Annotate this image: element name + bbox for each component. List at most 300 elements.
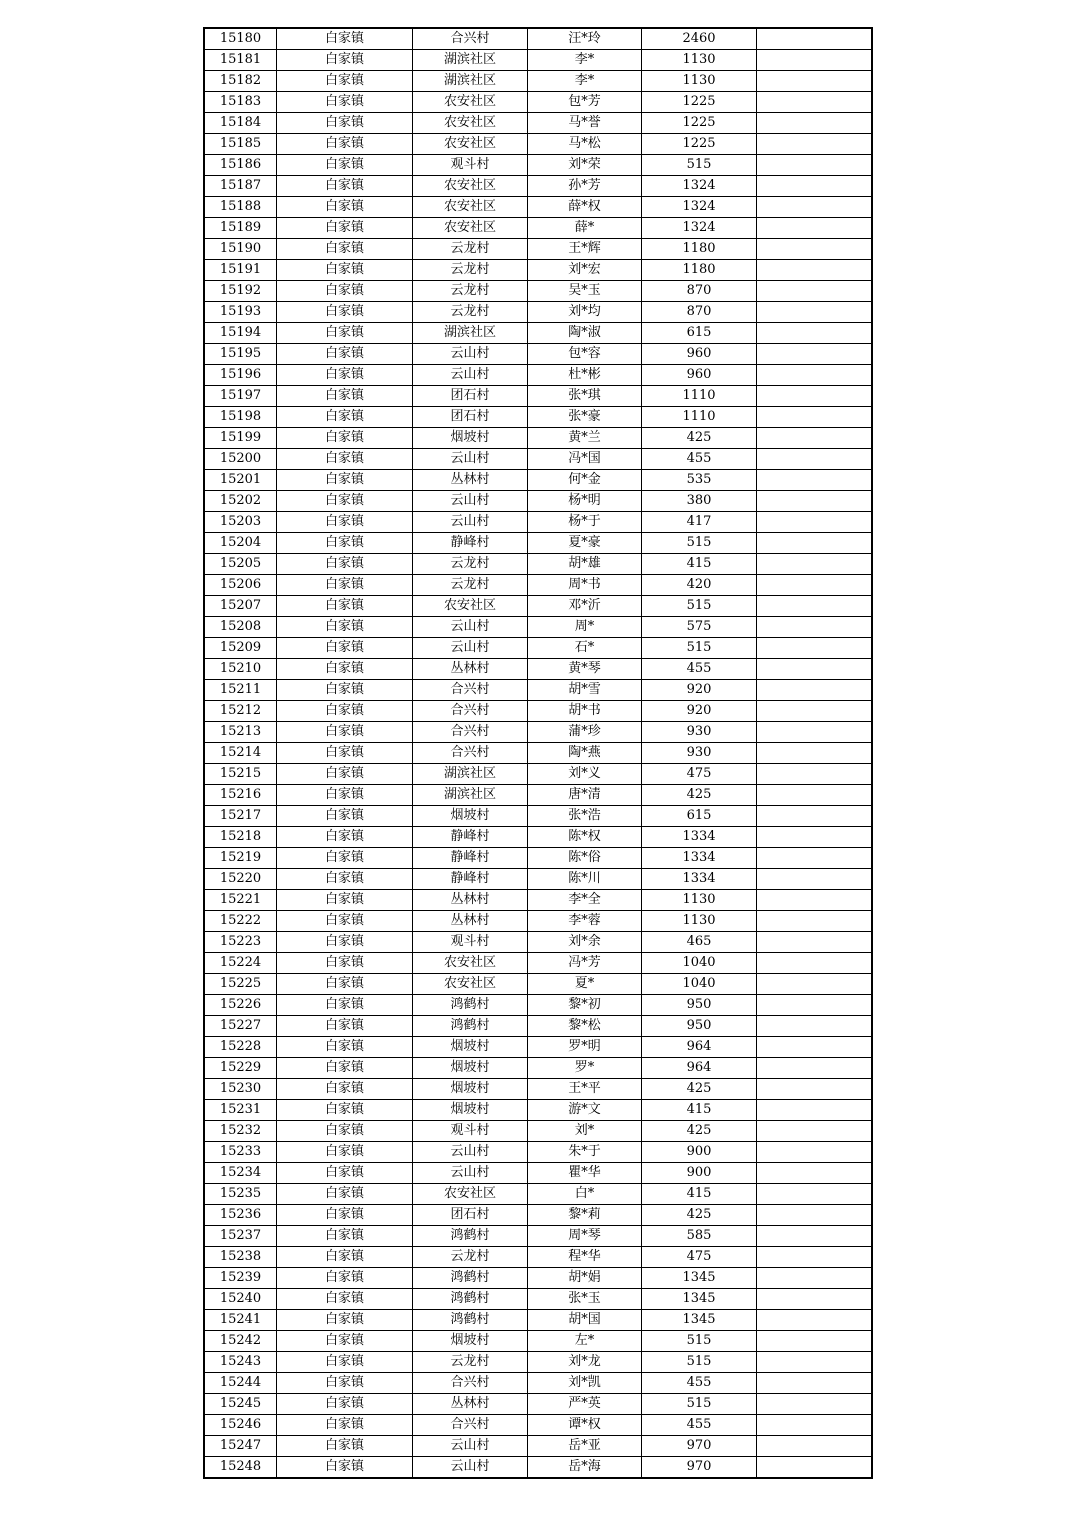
village-cell: 农安社区 (413, 197, 528, 218)
remark-cell (757, 113, 873, 134)
name-cell: 马*誉 (528, 113, 642, 134)
village-cell: 云山村 (413, 638, 528, 659)
remark-cell (757, 28, 873, 50)
remark-cell (757, 1310, 873, 1331)
name-cell: 岳*亚 (528, 1436, 642, 1457)
town-cell: 白家镇 (277, 638, 413, 659)
town-cell: 白家镇 (277, 533, 413, 554)
amount-cell: 515 (642, 1394, 757, 1415)
name-cell: 张*琪 (528, 386, 642, 407)
name-cell: 罗* (528, 1058, 642, 1079)
town-cell: 白家镇 (277, 890, 413, 911)
table-row (204, 1163, 872, 1184)
amount-cell: 1040 (642, 974, 757, 995)
remark-cell (757, 197, 873, 218)
amount-cell: 960 (642, 365, 757, 386)
row-number-cell: 15223 (204, 932, 277, 953)
town-cell: 白家镇 (277, 512, 413, 533)
row-number-cell: 15211 (204, 680, 277, 701)
table-row (204, 71, 872, 92)
remark-cell (757, 680, 873, 701)
village-cell: 农安社区 (413, 113, 528, 134)
row-number-cell: 15233 (204, 1142, 277, 1163)
amount-cell: 380 (642, 491, 757, 512)
remark-cell (757, 1373, 873, 1394)
remark-cell (757, 1415, 873, 1436)
row-number-cell: 15227 (204, 1016, 277, 1037)
town-cell: 白家镇 (277, 995, 413, 1016)
remark-cell (757, 92, 873, 113)
village-cell: 鸿鹤村 (413, 995, 528, 1016)
remark-cell (757, 1394, 873, 1415)
row-number-cell: 15234 (204, 1163, 277, 1184)
remark-cell (757, 1163, 873, 1184)
row-number-cell: 15224 (204, 953, 277, 974)
name-cell: 何*金 (528, 470, 642, 491)
remark-cell (757, 911, 873, 932)
name-cell: 黄*琴 (528, 659, 642, 680)
town-cell: 白家镇 (277, 92, 413, 113)
town-cell: 白家镇 (277, 281, 413, 302)
amount-cell: 950 (642, 995, 757, 1016)
row-number-cell: 15219 (204, 848, 277, 869)
remark-cell (757, 323, 873, 344)
town-cell: 白家镇 (277, 365, 413, 386)
village-cell: 静峰村 (413, 848, 528, 869)
amount-cell: 515 (642, 533, 757, 554)
town-cell: 白家镇 (277, 869, 413, 890)
remark-cell (757, 827, 873, 848)
amount-cell: 420 (642, 575, 757, 596)
table-row (204, 50, 872, 71)
village-cell: 云山村 (413, 449, 528, 470)
remark-cell (757, 785, 873, 806)
remark-cell (757, 701, 873, 722)
town-cell: 白家镇 (277, 260, 413, 281)
name-cell: 刘*宏 (528, 260, 642, 281)
village-cell: 云龙村 (413, 1247, 528, 1268)
village-cell: 云龙村 (413, 575, 528, 596)
name-cell: 杜*彬 (528, 365, 642, 386)
town-cell: 白家镇 (277, 1079, 413, 1100)
town-cell: 白家镇 (277, 722, 413, 743)
name-cell: 陈*俗 (528, 848, 642, 869)
amount-cell: 1324 (642, 197, 757, 218)
town-cell: 白家镇 (277, 1247, 413, 1268)
name-cell: 蒲*珍 (528, 722, 642, 743)
name-cell: 孙*芳 (528, 176, 642, 197)
remark-cell (757, 659, 873, 680)
amount-cell: 425 (642, 1205, 757, 1226)
name-cell: 刘*均 (528, 302, 642, 323)
village-cell: 丛林村 (413, 911, 528, 932)
name-cell: 张*浩 (528, 806, 642, 827)
name-cell: 邓*沂 (528, 596, 642, 617)
table-row (204, 638, 872, 659)
table-row (204, 617, 872, 638)
remark-cell (757, 764, 873, 785)
table-row (204, 890, 872, 911)
remark-cell (757, 218, 873, 239)
village-cell: 湖滨社区 (413, 323, 528, 344)
amount-cell: 515 (642, 638, 757, 659)
row-number-cell: 15232 (204, 1121, 277, 1142)
village-cell: 鸿鹤村 (413, 1016, 528, 1037)
town-cell: 白家镇 (277, 134, 413, 155)
amount-cell: 415 (642, 1100, 757, 1121)
table-row (204, 1100, 872, 1121)
amount-cell: 455 (642, 1415, 757, 1436)
row-number-cell: 15244 (204, 1373, 277, 1394)
town-cell: 白家镇 (277, 113, 413, 134)
remark-cell (757, 281, 873, 302)
table-row (204, 1331, 872, 1352)
remark-cell (757, 1331, 873, 1352)
amount-cell: 1180 (642, 239, 757, 260)
village-cell: 团石村 (413, 1205, 528, 1226)
village-cell: 云山村 (413, 1436, 528, 1457)
town-cell: 白家镇 (277, 1142, 413, 1163)
row-number-cell: 15206 (204, 575, 277, 596)
town-cell: 白家镇 (277, 911, 413, 932)
remark-cell (757, 302, 873, 323)
row-number-cell: 15246 (204, 1415, 277, 1436)
table-row (204, 239, 872, 260)
row-number-cell: 15218 (204, 827, 277, 848)
row-number-cell: 15238 (204, 1247, 277, 1268)
town-cell: 白家镇 (277, 1436, 413, 1457)
table-row (204, 1037, 872, 1058)
table-row (204, 806, 872, 827)
row-number-cell: 15228 (204, 1037, 277, 1058)
table-row (204, 470, 872, 491)
town-cell: 白家镇 (277, 176, 413, 197)
amount-cell: 455 (642, 449, 757, 470)
amount-cell: 515 (642, 596, 757, 617)
village-cell: 云龙村 (413, 239, 528, 260)
name-cell: 吴*玉 (528, 281, 642, 302)
table-row (204, 1016, 872, 1037)
town-cell: 白家镇 (277, 1163, 413, 1184)
amount-cell: 515 (642, 155, 757, 176)
name-cell: 胡*国 (528, 1310, 642, 1331)
remark-cell (757, 554, 873, 575)
row-number-cell: 15195 (204, 344, 277, 365)
name-cell: 薛* (528, 218, 642, 239)
amount-cell: 415 (642, 1184, 757, 1205)
amount-cell: 415 (642, 554, 757, 575)
name-cell: 谭*权 (528, 1415, 642, 1436)
row-number-cell: 15216 (204, 785, 277, 806)
name-cell: 胡*娟 (528, 1268, 642, 1289)
remark-cell (757, 155, 873, 176)
town-cell: 白家镇 (277, 1016, 413, 1037)
name-cell: 黄*兰 (528, 428, 642, 449)
table-row (204, 281, 872, 302)
village-cell: 湖滨社区 (413, 50, 528, 71)
table-row (204, 1121, 872, 1142)
table-row (204, 1352, 872, 1373)
town-cell: 白家镇 (277, 71, 413, 92)
village-cell: 农安社区 (413, 176, 528, 197)
town-cell: 白家镇 (277, 386, 413, 407)
table-row (204, 1415, 872, 1436)
town-cell: 白家镇 (277, 428, 413, 449)
remark-cell (757, 407, 873, 428)
table-row (204, 1310, 872, 1331)
village-cell: 合兴村 (413, 722, 528, 743)
remark-cell (757, 1247, 873, 1268)
town-cell: 白家镇 (277, 155, 413, 176)
town-cell: 白家镇 (277, 1226, 413, 1247)
town-cell: 白家镇 (277, 659, 413, 680)
village-cell: 湖滨社区 (413, 71, 528, 92)
village-cell: 烟坡村 (413, 428, 528, 449)
table-row (204, 953, 872, 974)
amount-cell: 455 (642, 659, 757, 680)
row-number-cell: 15186 (204, 155, 277, 176)
town-cell: 白家镇 (277, 596, 413, 617)
row-number-cell: 15207 (204, 596, 277, 617)
name-cell: 刘*荣 (528, 155, 642, 176)
amount-cell: 1334 (642, 869, 757, 890)
row-number-cell: 15212 (204, 701, 277, 722)
name-cell: 陈*川 (528, 869, 642, 890)
name-cell: 薛*权 (528, 197, 642, 218)
row-number-cell: 15231 (204, 1100, 277, 1121)
remark-cell (757, 1016, 873, 1037)
table-row (204, 323, 872, 344)
name-cell: 刘*龙 (528, 1352, 642, 1373)
table-row (204, 869, 872, 890)
amount-cell: 970 (642, 1457, 757, 1479)
name-cell: 岳*海 (528, 1457, 642, 1479)
table-row (204, 218, 872, 239)
table-row (204, 1247, 872, 1268)
amount-cell: 920 (642, 680, 757, 701)
row-number-cell: 15209 (204, 638, 277, 659)
remark-cell (757, 512, 873, 533)
town-cell: 白家镇 (277, 449, 413, 470)
name-cell: 冯*芳 (528, 953, 642, 974)
row-number-cell: 15215 (204, 764, 277, 785)
table-row (204, 911, 872, 932)
name-cell: 汪*玲 (528, 28, 642, 50)
amount-cell: 535 (642, 470, 757, 491)
amount-cell: 930 (642, 722, 757, 743)
row-number-cell: 15205 (204, 554, 277, 575)
name-cell: 周*书 (528, 575, 642, 596)
remark-cell (757, 1289, 873, 1310)
amount-cell: 1130 (642, 71, 757, 92)
town-cell: 白家镇 (277, 491, 413, 512)
village-cell: 云龙村 (413, 554, 528, 575)
name-cell: 陶*淑 (528, 323, 642, 344)
row-number-cell: 15220 (204, 869, 277, 890)
amount-cell: 1225 (642, 134, 757, 155)
name-cell: 严*英 (528, 1394, 642, 1415)
village-cell: 云龙村 (413, 1352, 528, 1373)
name-cell: 杨*于 (528, 512, 642, 533)
name-cell: 包*芳 (528, 92, 642, 113)
name-cell: 张*玉 (528, 1289, 642, 1310)
village-cell: 丛林村 (413, 890, 528, 911)
row-number-cell: 15210 (204, 659, 277, 680)
row-number-cell: 15187 (204, 176, 277, 197)
table-row (204, 1058, 872, 1079)
row-number-cell: 15198 (204, 407, 277, 428)
name-cell: 胡*书 (528, 701, 642, 722)
town-cell: 白家镇 (277, 617, 413, 638)
town-cell: 白家镇 (277, 932, 413, 953)
amount-cell: 900 (642, 1163, 757, 1184)
table-row (204, 197, 872, 218)
village-cell: 合兴村 (413, 1415, 528, 1436)
town-cell: 白家镇 (277, 743, 413, 764)
town-cell: 白家镇 (277, 28, 413, 50)
remark-cell (757, 1352, 873, 1373)
town-cell: 白家镇 (277, 1415, 413, 1436)
town-cell: 白家镇 (277, 554, 413, 575)
village-cell: 静峰村 (413, 827, 528, 848)
remark-cell (757, 533, 873, 554)
name-cell: 李*全 (528, 890, 642, 911)
remark-cell (757, 1037, 873, 1058)
table-row (204, 743, 872, 764)
table-row (204, 449, 872, 470)
remark-cell (757, 953, 873, 974)
row-number-cell: 15181 (204, 50, 277, 71)
name-cell: 夏* (528, 974, 642, 995)
amount-cell: 1040 (642, 953, 757, 974)
amount-cell: 425 (642, 1121, 757, 1142)
table-row (204, 974, 872, 995)
row-number-cell: 15194 (204, 323, 277, 344)
village-cell: 云龙村 (413, 302, 528, 323)
village-cell: 云山村 (413, 344, 528, 365)
row-number-cell: 15213 (204, 722, 277, 743)
row-number-cell: 15221 (204, 890, 277, 911)
remark-cell (757, 344, 873, 365)
village-cell: 云山村 (413, 365, 528, 386)
table-row (204, 932, 872, 953)
remark-cell (757, 596, 873, 617)
table-row (204, 92, 872, 113)
row-number-cell: 15193 (204, 302, 277, 323)
town-cell: 白家镇 (277, 974, 413, 995)
village-cell: 农安社区 (413, 134, 528, 155)
row-number-cell: 15235 (204, 1184, 277, 1205)
row-number-cell: 15229 (204, 1058, 277, 1079)
village-cell: 农安社区 (413, 974, 528, 995)
remark-cell (757, 1121, 873, 1142)
amount-cell: 515 (642, 1352, 757, 1373)
town-cell: 白家镇 (277, 407, 413, 428)
row-number-cell: 15247 (204, 1436, 277, 1457)
town-cell: 白家镇 (277, 1205, 413, 1226)
town-cell: 白家镇 (277, 1394, 413, 1415)
row-number-cell: 15245 (204, 1394, 277, 1415)
row-number-cell: 15189 (204, 218, 277, 239)
remark-cell (757, 449, 873, 470)
amount-cell: 900 (642, 1142, 757, 1163)
table-row (204, 1268, 872, 1289)
village-cell: 合兴村 (413, 701, 528, 722)
remark-cell (757, 1079, 873, 1100)
village-cell: 烟坡村 (413, 1058, 528, 1079)
amount-cell: 1130 (642, 911, 757, 932)
name-cell: 左* (528, 1331, 642, 1352)
village-cell: 静峰村 (413, 533, 528, 554)
remark-cell (757, 1268, 873, 1289)
name-cell: 石* (528, 638, 642, 659)
village-cell: 云龙村 (413, 281, 528, 302)
village-cell: 合兴村 (413, 28, 528, 50)
name-cell: 包*容 (528, 344, 642, 365)
remark-cell (757, 239, 873, 260)
row-number-cell: 15202 (204, 491, 277, 512)
village-cell: 农安社区 (413, 596, 528, 617)
town-cell: 白家镇 (277, 1373, 413, 1394)
name-cell: 周*琴 (528, 1226, 642, 1247)
table-row (204, 28, 872, 50)
table-row (204, 680, 872, 701)
row-number-cell: 15180 (204, 28, 277, 50)
amount-cell: 1345 (642, 1310, 757, 1331)
village-cell: 烟坡村 (413, 1079, 528, 1100)
table-row (204, 1079, 872, 1100)
row-number-cell: 15183 (204, 92, 277, 113)
name-cell: 马*松 (528, 134, 642, 155)
name-cell: 李* (528, 71, 642, 92)
remark-cell (757, 50, 873, 71)
name-cell: 黎*莉 (528, 1205, 642, 1226)
amount-cell: 455 (642, 1373, 757, 1394)
amount-cell: 950 (642, 1016, 757, 1037)
village-cell: 团石村 (413, 386, 528, 407)
town-cell: 白家镇 (277, 1289, 413, 1310)
town-cell: 白家镇 (277, 1457, 413, 1479)
amount-cell: 475 (642, 764, 757, 785)
village-cell: 云山村 (413, 1142, 528, 1163)
table-row (204, 1289, 872, 1310)
amount-cell: 870 (642, 302, 757, 323)
amount-cell: 475 (642, 1247, 757, 1268)
remark-cell (757, 995, 873, 1016)
remark-cell (757, 1436, 873, 1457)
table-row (204, 533, 872, 554)
village-cell: 农安社区 (413, 92, 528, 113)
row-number-cell: 15225 (204, 974, 277, 995)
village-cell: 观斗村 (413, 155, 528, 176)
row-number-cell: 15240 (204, 1289, 277, 1310)
table-row (204, 302, 872, 323)
row-number-cell: 15204 (204, 533, 277, 554)
row-number-cell: 15200 (204, 449, 277, 470)
name-cell: 刘*凯 (528, 1373, 642, 1394)
table-row (204, 1184, 872, 1205)
village-cell: 云山村 (413, 1163, 528, 1184)
name-cell: 瞿*华 (528, 1163, 642, 1184)
name-cell: 夏*豪 (528, 533, 642, 554)
remark-cell (757, 71, 873, 92)
village-cell: 农安社区 (413, 1184, 528, 1205)
name-cell: 程*华 (528, 1247, 642, 1268)
amount-cell: 970 (642, 1436, 757, 1457)
amount-cell: 1345 (642, 1289, 757, 1310)
town-cell: 白家镇 (277, 785, 413, 806)
row-number-cell: 15248 (204, 1457, 277, 1479)
